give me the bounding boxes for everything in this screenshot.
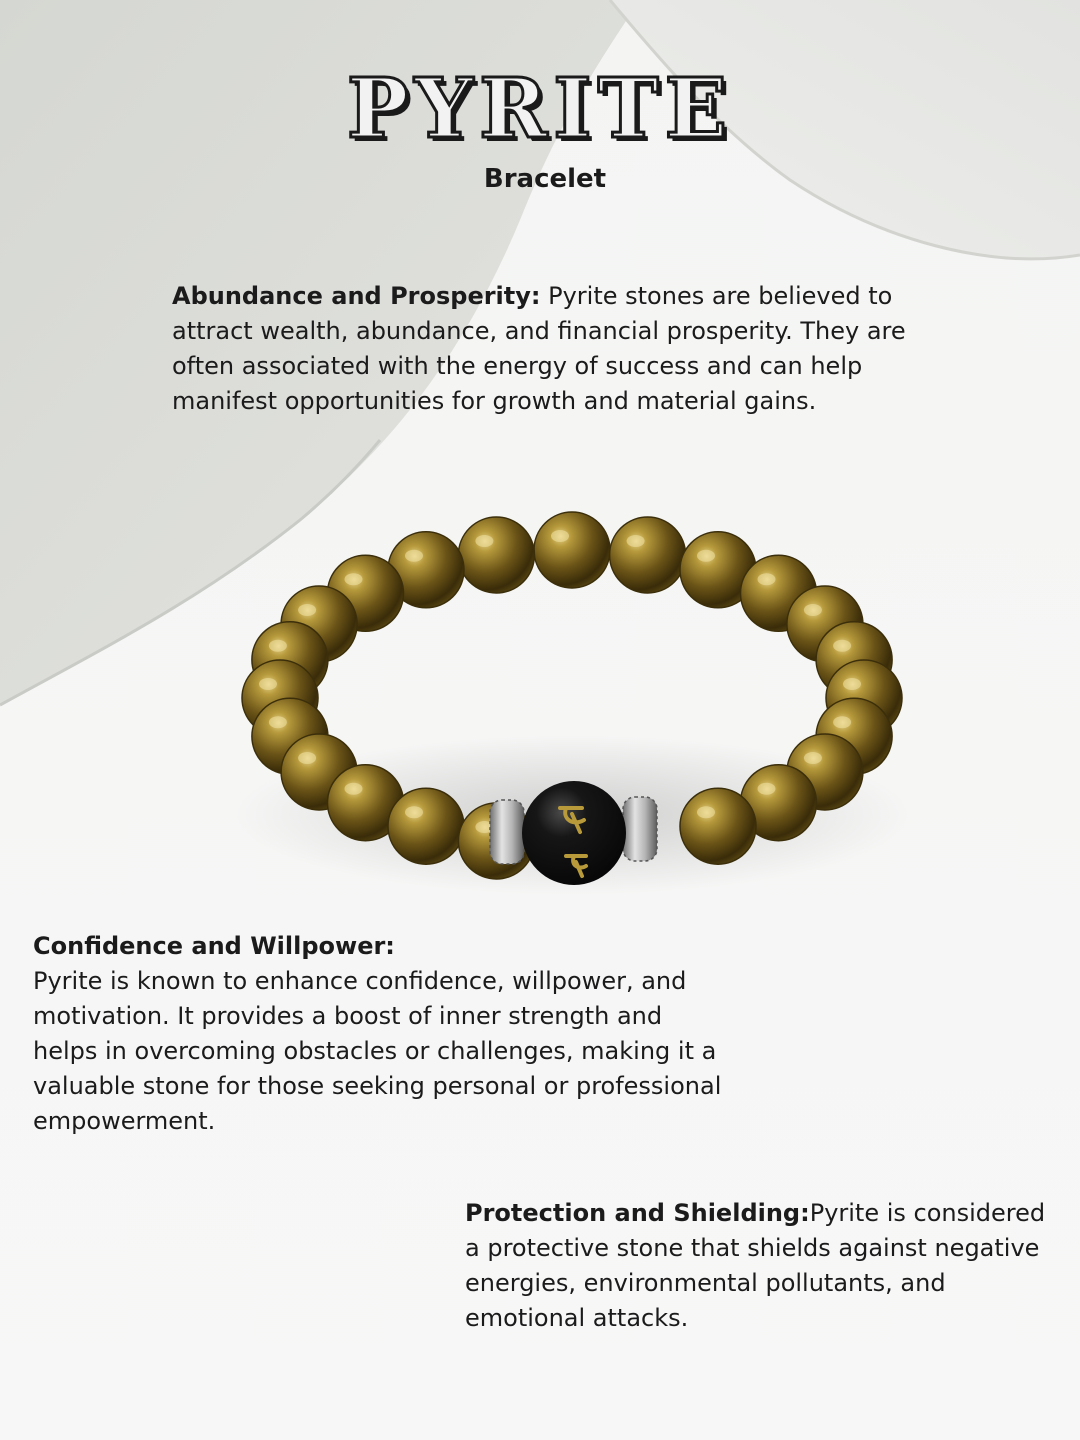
bead-highlight bbox=[405, 550, 423, 562]
bead-highlight bbox=[259, 678, 277, 690]
pyrite-bead bbox=[680, 788, 756, 864]
bead-highlight bbox=[758, 573, 776, 585]
pyrite-bead bbox=[388, 788, 464, 864]
pyrite-bead bbox=[610, 517, 686, 593]
bead-highlight bbox=[269, 640, 287, 652]
silver-spacer bbox=[623, 797, 657, 861]
abundance-section bbox=[172, 279, 912, 419]
bead-highlight bbox=[475, 535, 493, 547]
bead-highlight bbox=[804, 752, 822, 764]
bead-highlight bbox=[804, 604, 822, 616]
onyx-mantra-bead bbox=[522, 781, 626, 885]
page-title: PYRITE bbox=[346, 61, 734, 157]
bead-highlight bbox=[627, 535, 645, 547]
bead-highlight bbox=[345, 783, 363, 795]
bead-highlight bbox=[551, 530, 569, 542]
bead-highlight bbox=[298, 604, 316, 616]
pyrite-bead bbox=[458, 517, 534, 593]
abundance-text: Pyrite stones are believed to attract wealth, abundance, and financial prosperity. They are often associated with the energy of success and can help manifest opportunities for growth and material gains. bbox=[172, 282, 906, 415]
pyrite-bead bbox=[534, 512, 610, 588]
bead-highlight bbox=[269, 716, 287, 728]
protection-section bbox=[465, 1196, 1065, 1336]
bead-highlight bbox=[758, 783, 776, 795]
confidence-text: Pyrite is known to enhance confidence, willpower, and motivation. It provides a boost of inner strength and helps in overcoming obstacles or challenges, making it a valuable stone for those seeking personal or professional empowerment. bbox=[33, 967, 722, 1135]
bead-highlight bbox=[843, 678, 861, 690]
confidence-section bbox=[33, 929, 723, 1139]
protection-text: Pyrite is considered a protective stone that shields against negative energies, environmental pollutants, and emotional attacks. bbox=[465, 1199, 1046, 1332]
bead-highlight bbox=[345, 573, 363, 585]
abundance-heading: Abundance and Prosperity: bbox=[172, 282, 541, 310]
bead-highlight bbox=[833, 640, 851, 652]
silver-spacer bbox=[490, 800, 524, 864]
bead-highlight bbox=[833, 716, 851, 728]
bead-highlight bbox=[405, 806, 423, 818]
page-subtitle: Bracelet bbox=[483, 164, 607, 194]
confidence-heading: Confidence and Willpower: bbox=[33, 932, 395, 960]
protection-heading: Protection and Shielding: bbox=[465, 1199, 810, 1227]
bead-highlight bbox=[697, 806, 715, 818]
bead-highlight bbox=[697, 550, 715, 562]
bead-highlight bbox=[298, 752, 316, 764]
